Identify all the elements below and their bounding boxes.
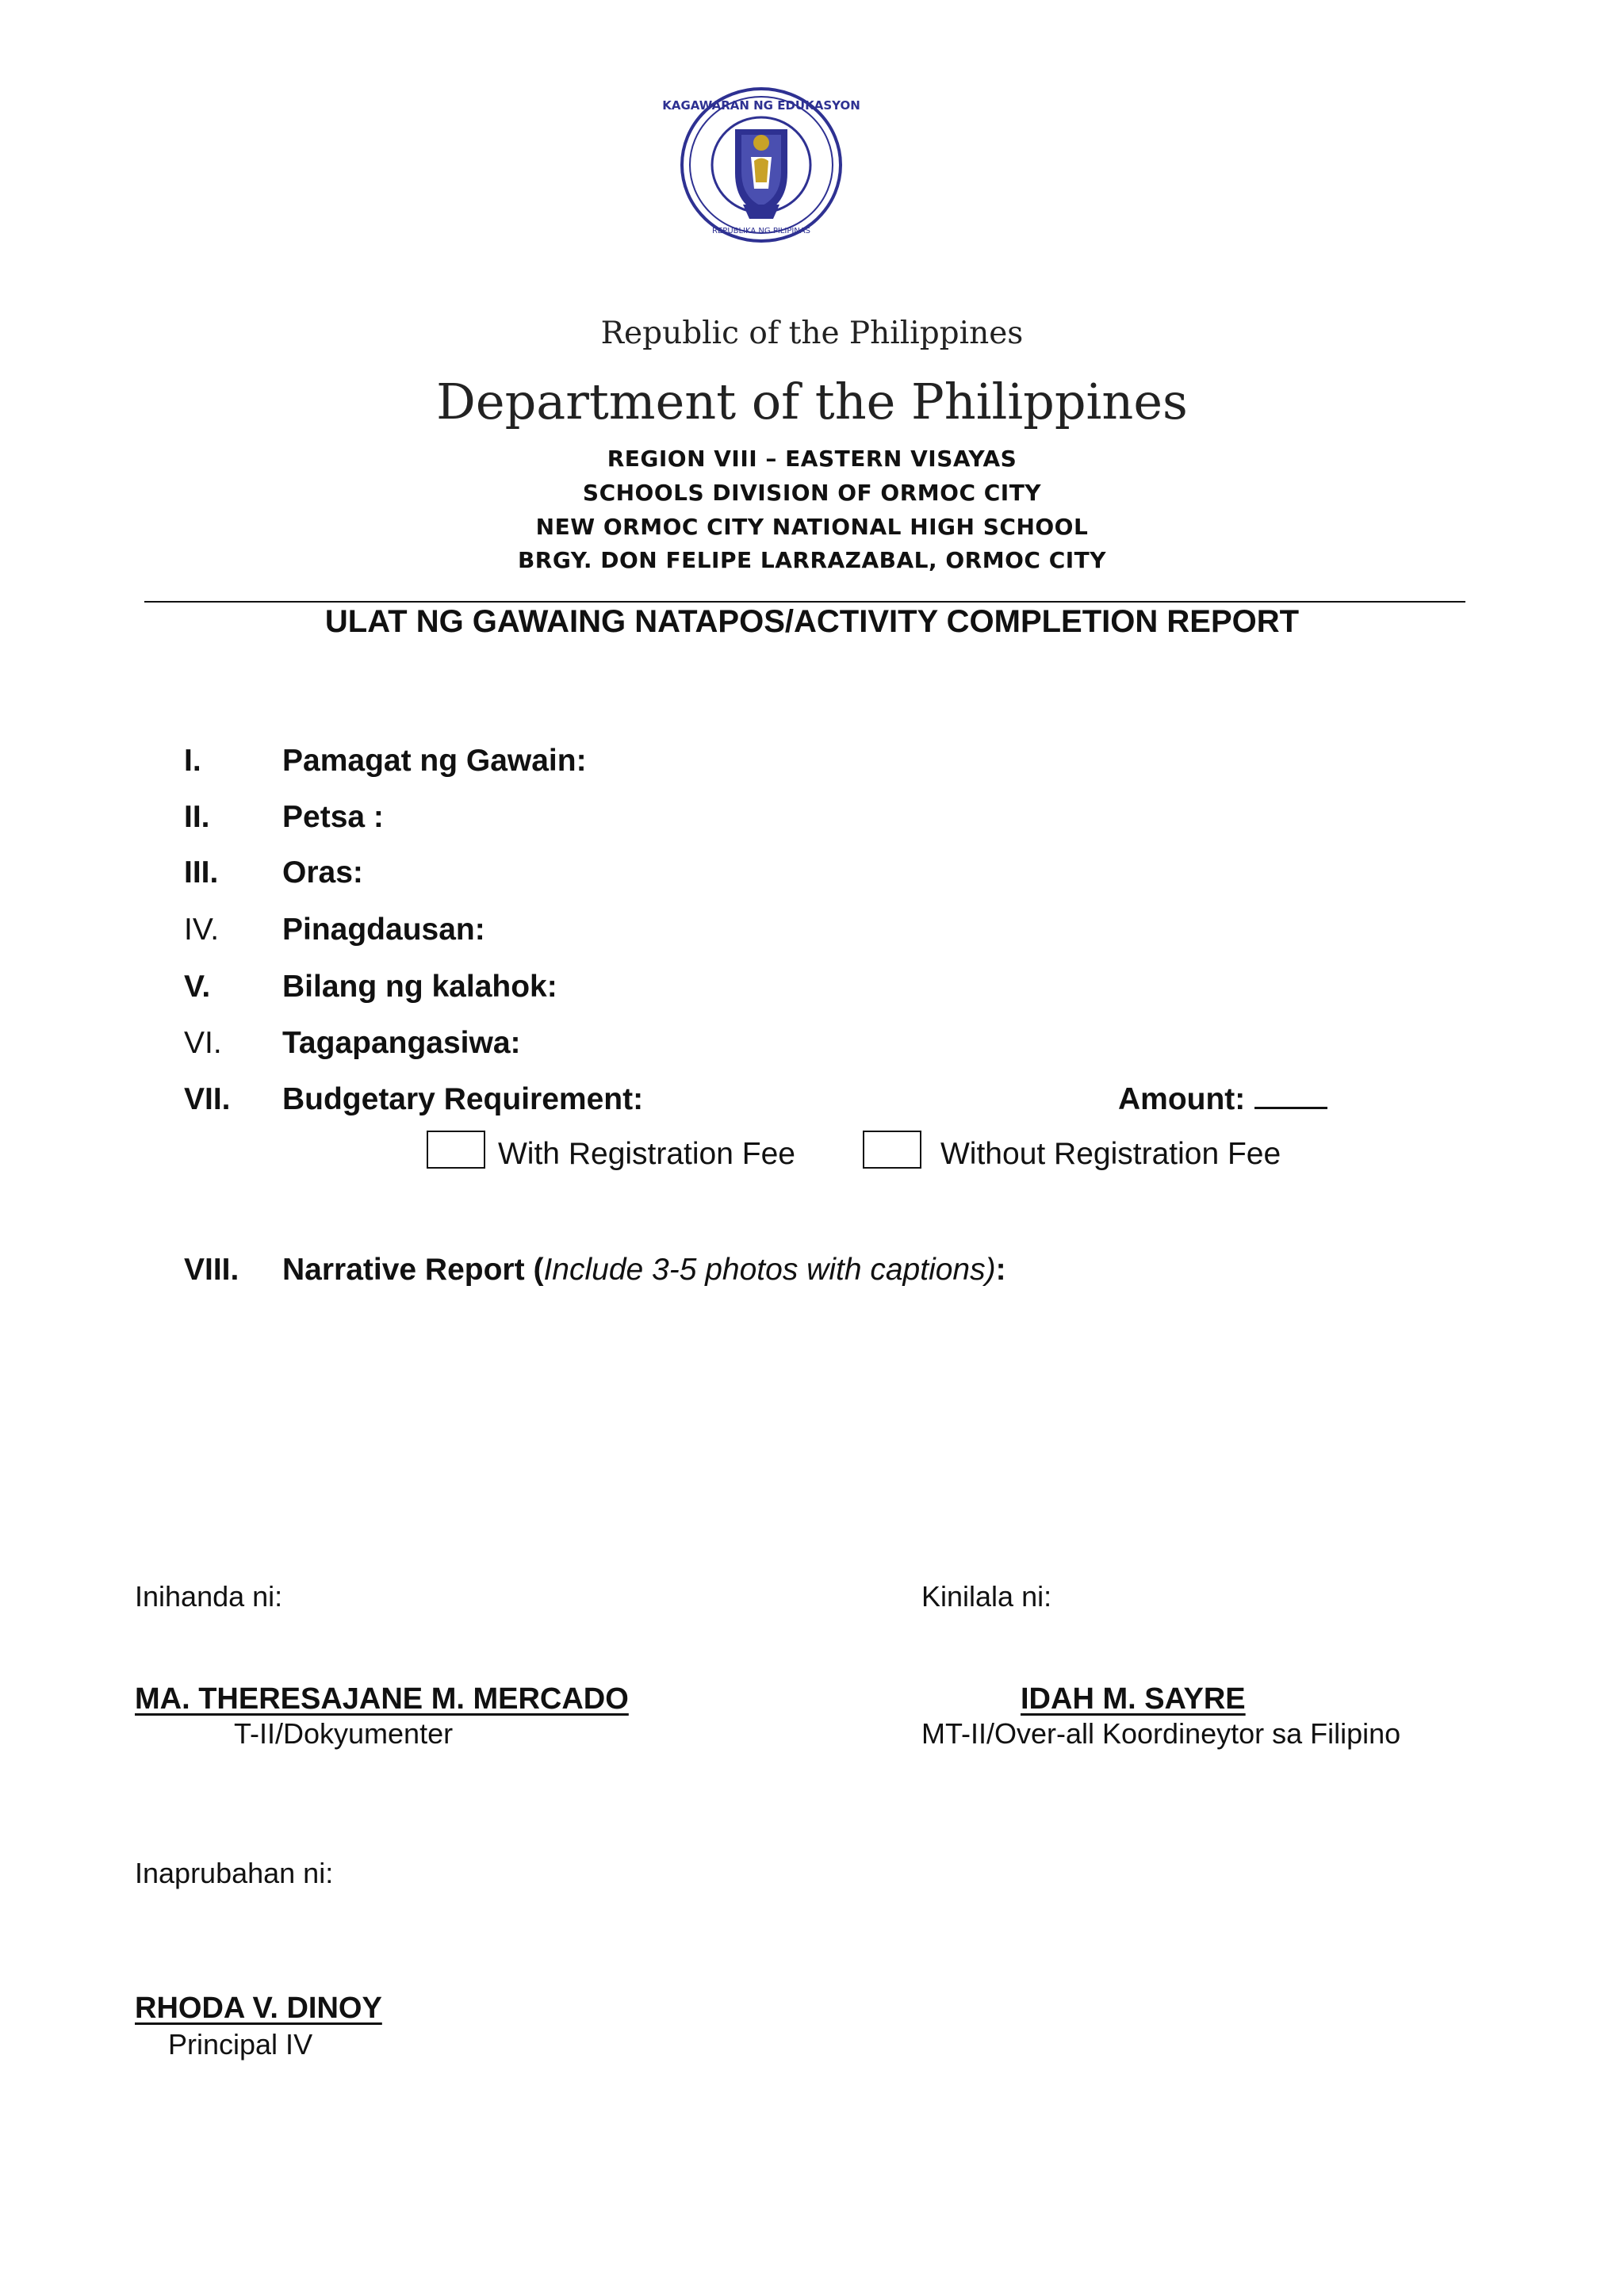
noted-by-title: MT-II/Over-all Koordineytor sa Filipino — [921, 1717, 1401, 1750]
amount-label: Amount: — [1118, 1082, 1246, 1116]
item-label-tagapangasiwa: Tagapangasiwa: — [282, 1026, 521, 1060]
item-number: VI. — [184, 1026, 222, 1060]
approved-by-name: RHODA V. DINOY — [135, 1992, 382, 2025]
item-number: IV. — [184, 913, 220, 947]
prepared-by-label: Inihanda ni: — [135, 1580, 283, 1613]
amount-field — [1118, 1082, 1327, 1117]
item-label-petsa: Petsa : — [282, 800, 384, 834]
republic-label: Republic of the Philippines — [600, 316, 1024, 351]
narrative-colon: : — [995, 1253, 1006, 1287]
narrative-note: Include 3-5 photos with captions) — [543, 1253, 996, 1287]
narrative-label: Narrative Report — [282, 1253, 525, 1287]
item-label-budget: Budgetary Requirement: — [282, 1082, 644, 1116]
approved-by-title: Principal IV — [168, 2028, 313, 2061]
department-name: Department of the Philippines — [436, 373, 1188, 430]
item-number: VIII. — [184, 1253, 239, 1287]
svg-text:KAGAWARAN NG EDUKASYON: KAGAWARAN NG EDUKASYON — [662, 98, 860, 113]
item-label-pamagat: Pamagat ng Gawain: — [282, 744, 587, 778]
item-number: II. — [184, 800, 210, 834]
amount-blank[interactable] — [1254, 1083, 1327, 1109]
approved-by-label: Inaprubahan ni: — [135, 1857, 334, 1889]
deped-seal-logo — [662, 86, 860, 244]
svg-text:REPUBLIKA NG PILIPINAS: REPUBLIKA NG PILIPINAS — [712, 227, 810, 235]
report-title: ULAT NG GAWAING NATAPOS/ACTIVITY COMPLETION REPORT — [324, 604, 1300, 639]
prepared-by-title: T-II/Dokyumenter — [234, 1717, 454, 1750]
header-divider — [144, 601, 1465, 603]
item-label-pinagdausan: Pinagdausan: — [282, 913, 485, 947]
item-number: V. — [184, 970, 211, 1004]
with-registration-fee-label: With Registration Fee — [498, 1137, 795, 1171]
with-registration-fee-checkbox[interactable] — [427, 1131, 485, 1169]
narrative-report-heading — [282, 1253, 1006, 1288]
prepared-by-name: MA. THERESAJANE M. MERCADO — [135, 1682, 629, 1716]
item-label-kalahok: Bilang ng kalahok: — [282, 970, 557, 1004]
noted-by-name: IDAH M. SAYRE — [1021, 1682, 1246, 1716]
without-registration-fee-label: Without Registration Fee — [940, 1137, 1281, 1171]
header-region: REGION VIII – EASTERN VISAYAS — [607, 446, 1017, 472]
narrative-open-paren: ( — [524, 1253, 544, 1287]
header-division: SCHOOLS DIVISION OF ORMOC CITY — [582, 480, 1042, 506]
header-school: NEW ORMOC CITY NATIONAL HIGH SCHOOL — [535, 514, 1089, 540]
noted-by-label: Kinilala ni: — [921, 1580, 1052, 1613]
header-address: BRGY. DON FELIPE LARRAZABAL, ORMOC CITY — [517, 547, 1107, 573]
item-number: I. — [184, 744, 201, 778]
item-number: III. — [184, 855, 219, 890]
item-number: VII. — [184, 1082, 231, 1116]
item-label-oras: Oras: — [282, 855, 363, 890]
without-registration-fee-checkbox[interactable] — [863, 1131, 921, 1169]
